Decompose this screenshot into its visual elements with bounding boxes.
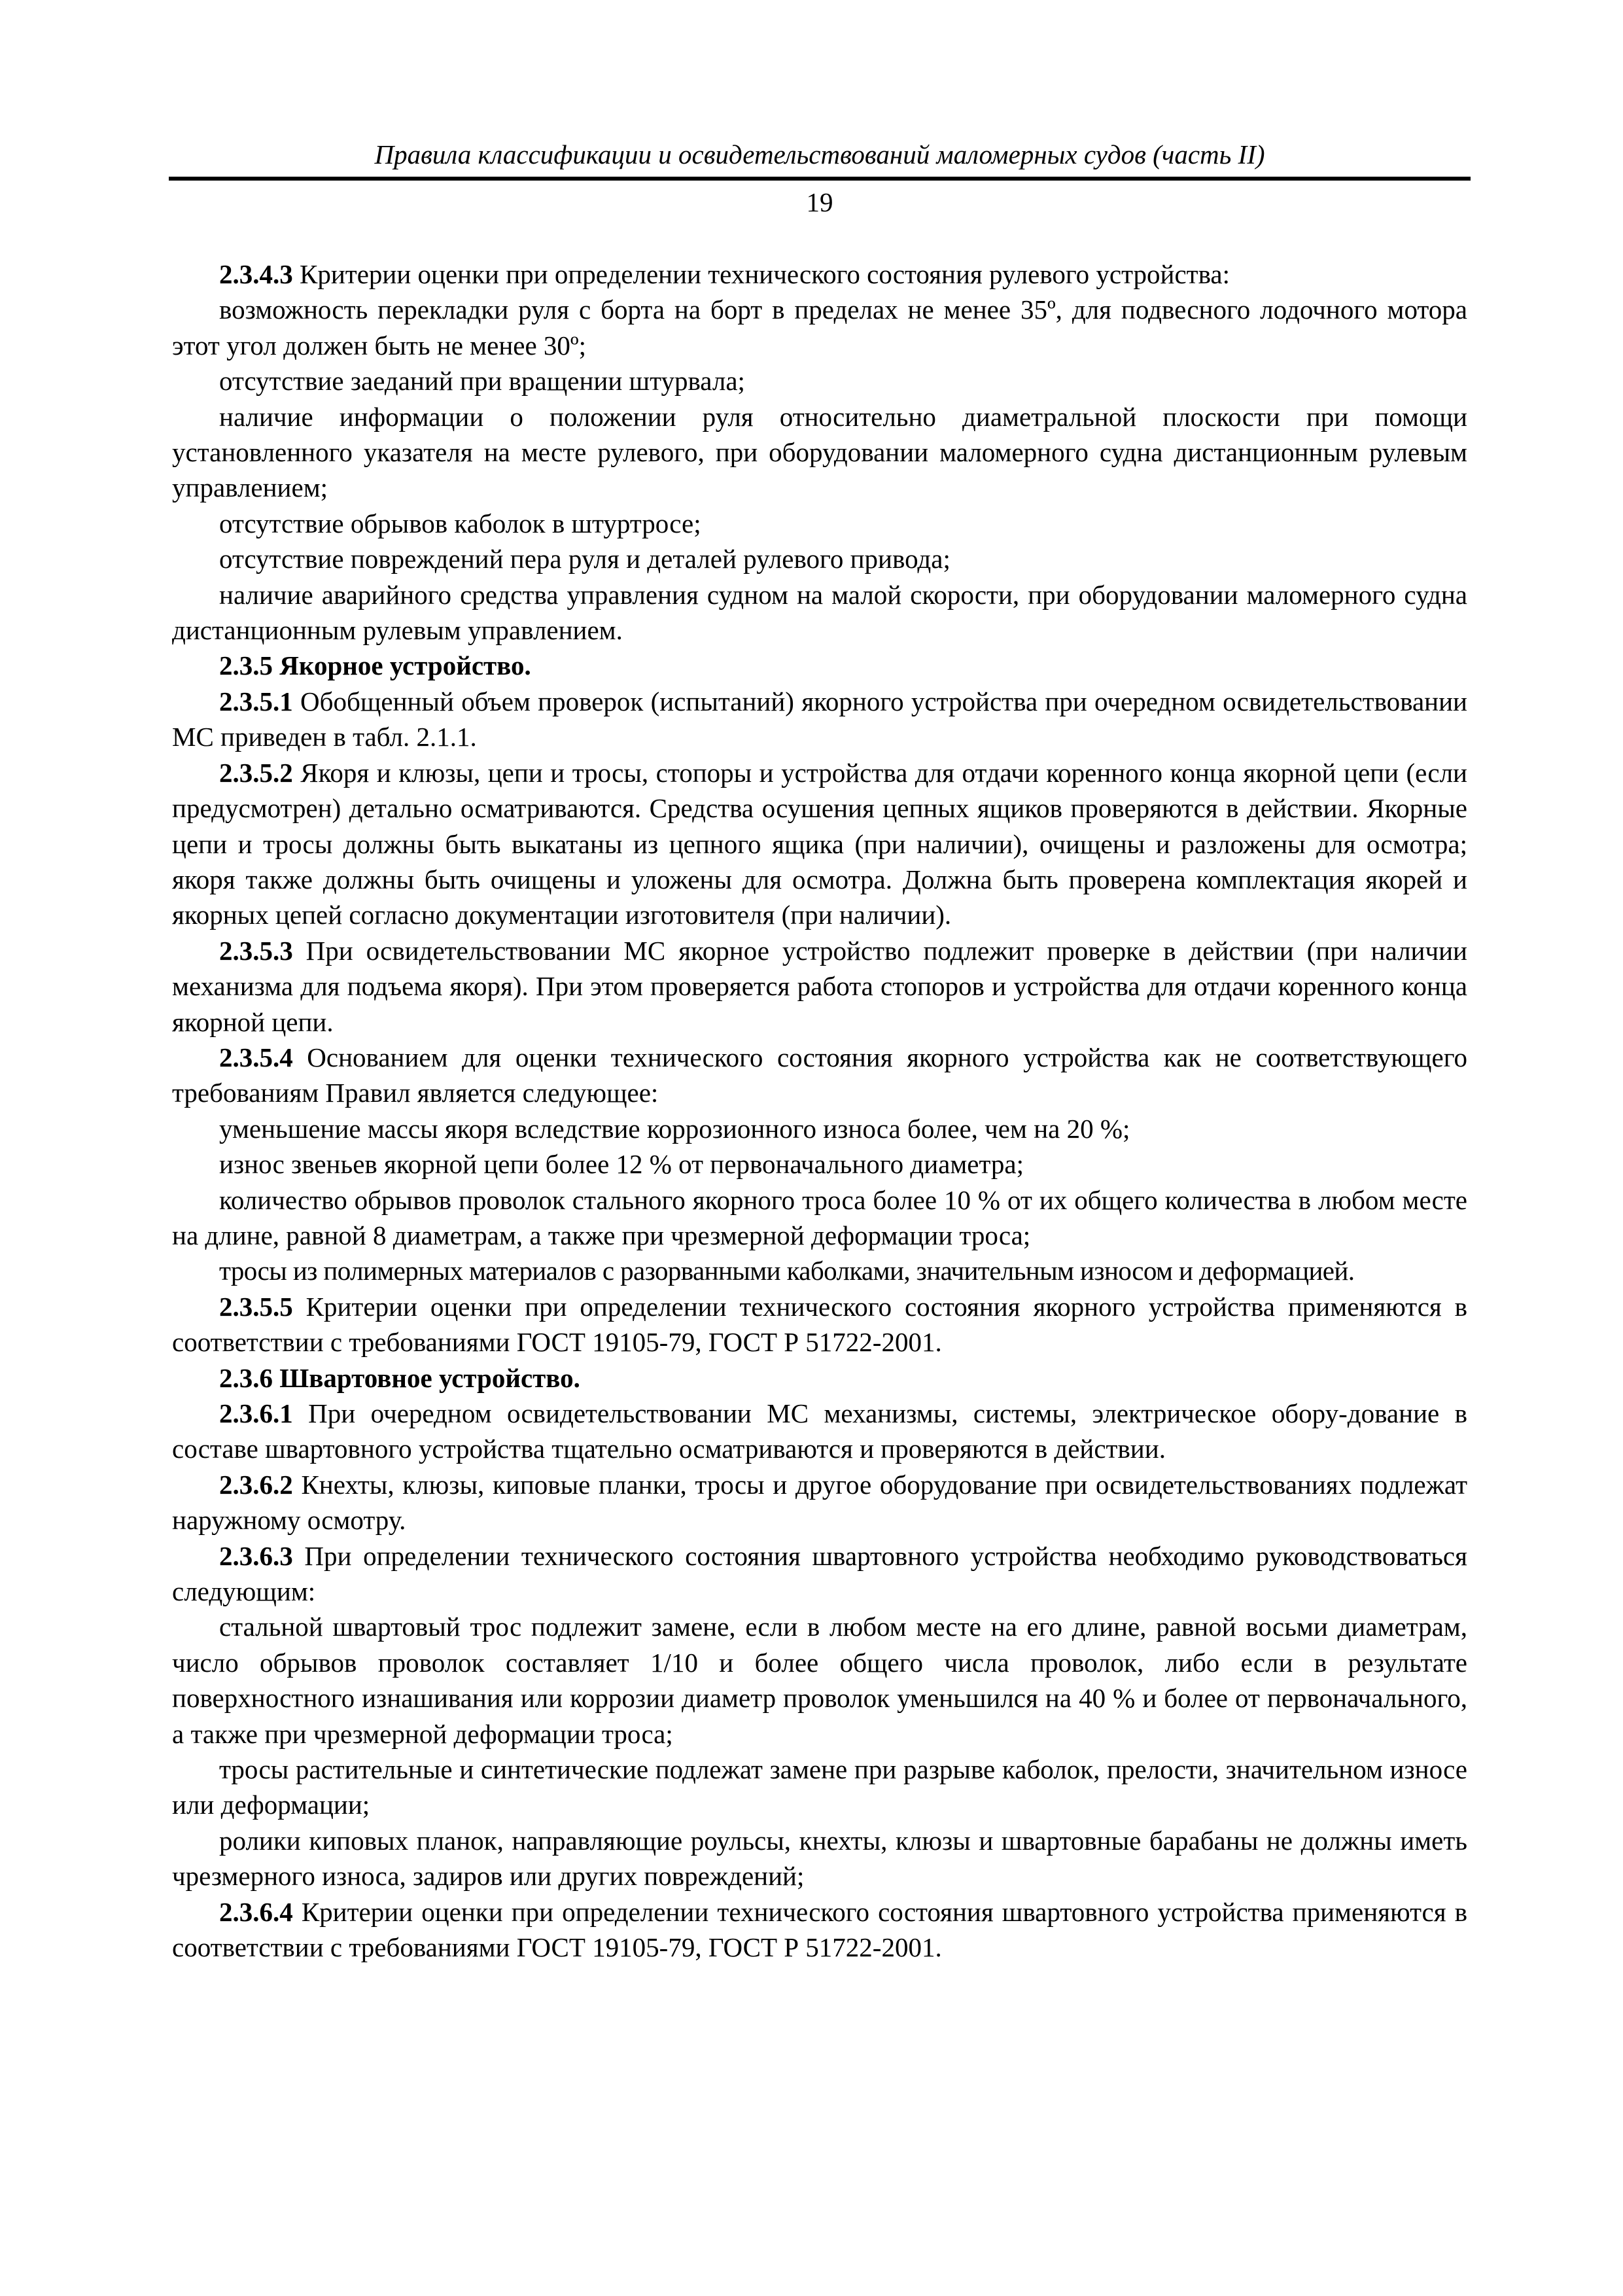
paragraph: отсутствие повреждений пера руля и деталей рулевого привода; (219, 544, 951, 574)
section-heading (172, 1360, 1467, 1396)
paragraph: отсутствие заеданий при вращении штурвала; (219, 366, 745, 397)
running-header: Правила классификации и освидетельствований маломерных судов (часть II) (374, 139, 1265, 169)
section-number: 2.3.6.1 (219, 1398, 293, 1428)
paragraph: тросы растительные и синтетические подлежат замене при разрыве каболок, прелости, значительном износе или деформации; (172, 1754, 1467, 1820)
section-number: 2.3.6 Швартовное устройство. (219, 1362, 580, 1393)
paragraph: уменьшение массы якоря вследствие коррозионного износа более, чем на 20 %; (219, 1113, 1130, 1144)
document-body (172, 256, 1467, 1966)
paragraph: 2.3.4.3 Критерии оценки при определении технического состояния рулевого устройства: (219, 259, 1230, 289)
paragraph: тросы из полимерных материалов с разорванными каболками, значительным износом и деформацией. (219, 1256, 1355, 1286)
paragraph: ролики киповых планок, направляющие роульсы, кнехты, клюзы и швартовные барабаны не должны иметь чрезмерного износа, задиров или других повреждений; (172, 1825, 1467, 1892)
header-rule (169, 177, 1471, 181)
paragraph: наличие аварийного средства управления судном на малой скорости, при оборудовании маломерного судна дистанционным рулевым управлением. (172, 579, 1467, 646)
paragraph: наличие информации о положении руля относительно диаметральной плоскости при помощи установленного указателя на месте рулевого, при оборудовании маломерного судна дистанционным рулевым управлением; (172, 401, 1467, 503)
paragraph: 2.3.5.4 Основанием для оценки технического состояния якорного устройства как не соответствующего требованиям Правил является следующее: (172, 1042, 1467, 1108)
section-heading (172, 648, 1467, 683)
paragraph: 2.3.6.3 При определении технического состояния швартовного устройства необходимо руководствоваться следующим: (172, 1540, 1467, 1607)
section-number: 2.3.5.3 (219, 935, 293, 966)
paragraph: 2.3.5.5 Критерии оценки при определении технического состояния якорного устройства применяются в соответствии с требованиями ГОСТ 19105-79, ГОСТ Р 51722-2001. (172, 1291, 1467, 1358)
paragraph: 2.3.5.3 При освидетельствовании МС якорное устройство подлежит проверке в действии (при наличии механизма для подъема якоря). При этом проверяется работа стопоров и устройства для отдачи коренного конца якорной цепи. (172, 935, 1467, 1037)
paragraph: 2.3.6.4 Критерии оценки при определении технического состояния швартовного устройства применяются в соответствии с требованиями ГОСТ 19105-79, ГОСТ Р 51722-2001. (172, 1896, 1467, 1963)
section-number: 2.3.5.4 (219, 1042, 293, 1072)
section-number: 2.3.5.5 (219, 1291, 293, 1322)
paragraph: 2.3.5.1 Обобщенный объем проверок (испытаний) якорного устройства при очередном освидетельствовании МС приведен в табл. 2.1.1. (172, 686, 1467, 752)
paragraph: износ звеньев якорной цепи более 12 % от первоначального диаметра; (219, 1149, 1024, 1180)
paragraph: 2.3.6.2 Кнехты, клюзы, киповые планки, тросы и другое оборудование при освидетельствованиях подлежат наружному осмотру. (172, 1469, 1467, 1536)
section-number: 2.3.6.3 (219, 1540, 293, 1571)
section-number: 2.3.6.4 (219, 1896, 293, 1927)
paragraph: 2.3.5.2 Якоря и клюзы, цепи и тросы, стопоры и устройства для отдачи коренного конца якорной цепи (если предусмотрен) детально осматриваются. Средства осушения цепных ящиков проверяются в действии. Якорные цепи и тросы должны быть выкатаны из цепного ящика (при наличии), очищены и разложены для осмотра; якоря также должны быть очищены и уложены для осмотра. Должна быть проверена комплектация якорей и якорных цепей согласно документации изготовителя (при наличии). (172, 757, 1467, 930)
paragraph: 2.3.6.1 При очередном освидетельствовании МС механизмы, системы, электрическое обору-дование в составе швартовного устройства тщательно осматриваются и проверяются в действии. (172, 1398, 1467, 1464)
section-number: 2.3.5.2 (219, 757, 293, 788)
paragraph: возможность перекладки руля с борта на борт в пределах не менее 35º, для подвесного лодочного мотора этот угол должен быть не менее 30º; (172, 294, 1467, 361)
paragraph: количество обрывов проволок стального якорного троса более 10 % от их общего количества в любом месте на длине, равной 8 диаметрам, а также при чрезмерной деформации троса; (172, 1184, 1467, 1250)
section-number: 2.3.6.2 (219, 1469, 293, 1500)
page-number: 19 (806, 187, 833, 217)
section-number: 2.3.5 Якорное устройство. (219, 650, 531, 681)
paragraph: отсутствие обрывов каболок в штуртросе; (219, 508, 701, 539)
section-number: 2.3.5.1 (219, 686, 293, 716)
paragraph: стальной швартовый трос подлежит замене, если в любом месте на его длине, равной восьми диаметрам, число обрывов проволок составляет 1/10 и более общего числа проволок, либо если в результате поверхностного изнашивания или коррозии диаметр проволок уменьшился на 40 % и более от первоначального, а также при чрезмерной деформации троса; (172, 1612, 1467, 1749)
section-number: 2.3.4.3 (219, 259, 293, 289)
